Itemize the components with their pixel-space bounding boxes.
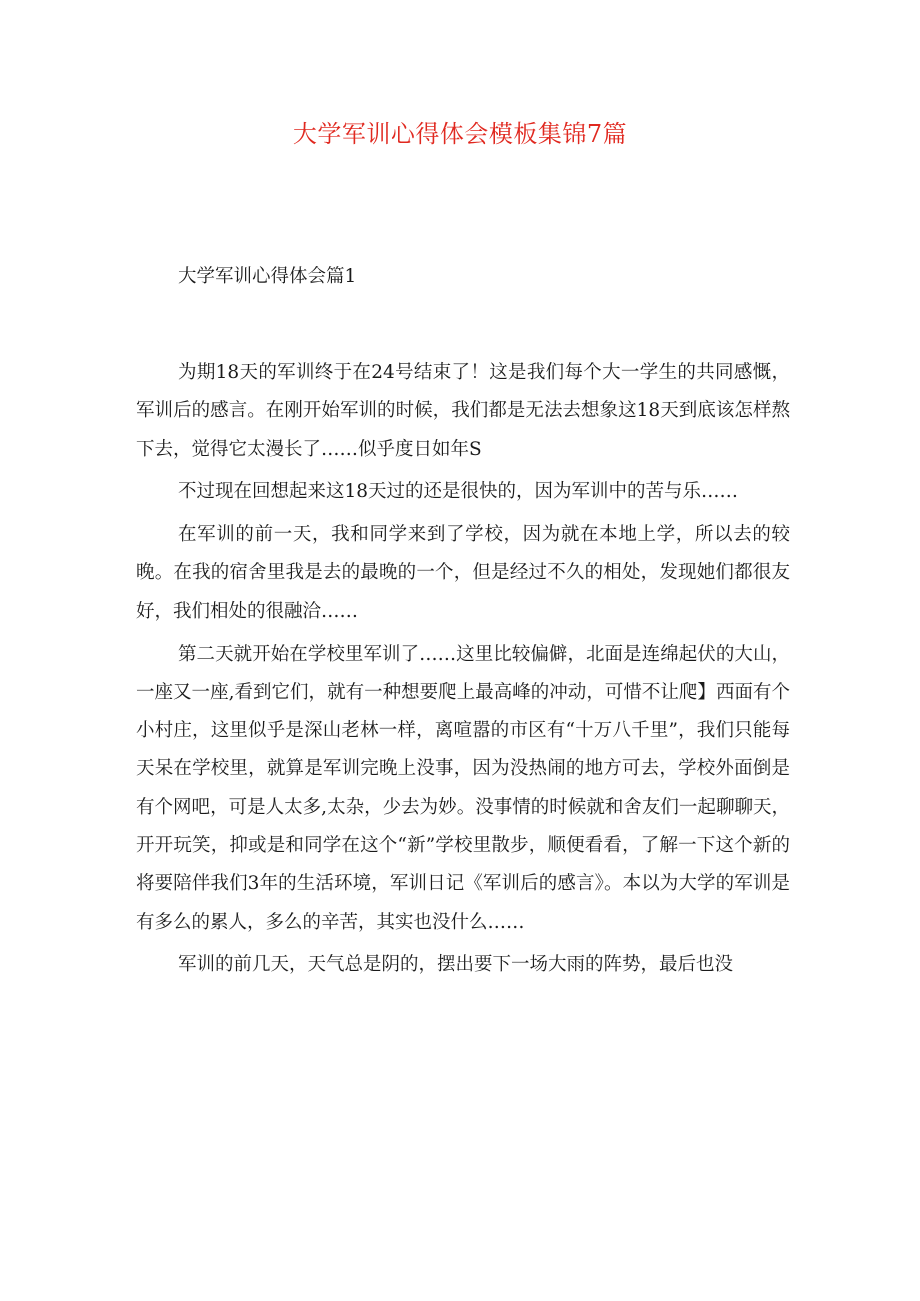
paragraph: 不过现在回想起来这18天过的还是很快的，因为军训中的苦与乐…… <box>178 481 739 503</box>
paragraph: 第二天就开始在学校里军训了……这里比较偏僻，北面是连绵起伏的大山，一座又一座,看到它们，就有一种想要爬上最高峰的冲动，可惜不让爬】西面有个小村庄，这里似乎是深山老林一样，离喧嚣的市区有“十万八千里”，我们只能每天呆在学校里，就算是军训完晚上没事，因为没热闹的地方可去，学校外面倒是有个网吧，可是人太多,太杂，少去为妙。没事情的时候就和舍友们一起聊聊天，开开玩笑，抑或是和同学在这个“新”学校里散步，顺便看看，了解一下这个新的将要陪伴我们3年的生活环境，军训日记《军训后的感言》。本以为大学的军训是有多么的累人，多么的辛苦，其实也没什么…… <box>136 643 790 933</box>
paragraph: 为期18天的军训终于在24号结束了！这是我们每个大一学生的共同感慨，军训后的感言。在刚开始军训的时候，我们都是无法去想象这18天到底该怎样熬下去，觉得它太漫长了……似乎度日如年S <box>136 362 790 460</box>
document-body <box>136 354 790 989</box>
section-heading: 大学军训心得体会篇1 <box>178 266 357 287</box>
paragraph: 军训的前几天，天气总是阴的，摆出要下一场大雨的阵势，最后也没 <box>178 954 734 976</box>
paragraph: 在军训的前一天，我和同学来到了学校，因为就在本地上学，所以去的较晚。在我的宿舍里我是去的最晚的一个，但是经过不久的相处，发现她们都很友好，我们相处的很融洽…… <box>136 524 790 622</box>
document-title: 大学军训心得体会模板集锦7篇 <box>292 120 628 148</box>
